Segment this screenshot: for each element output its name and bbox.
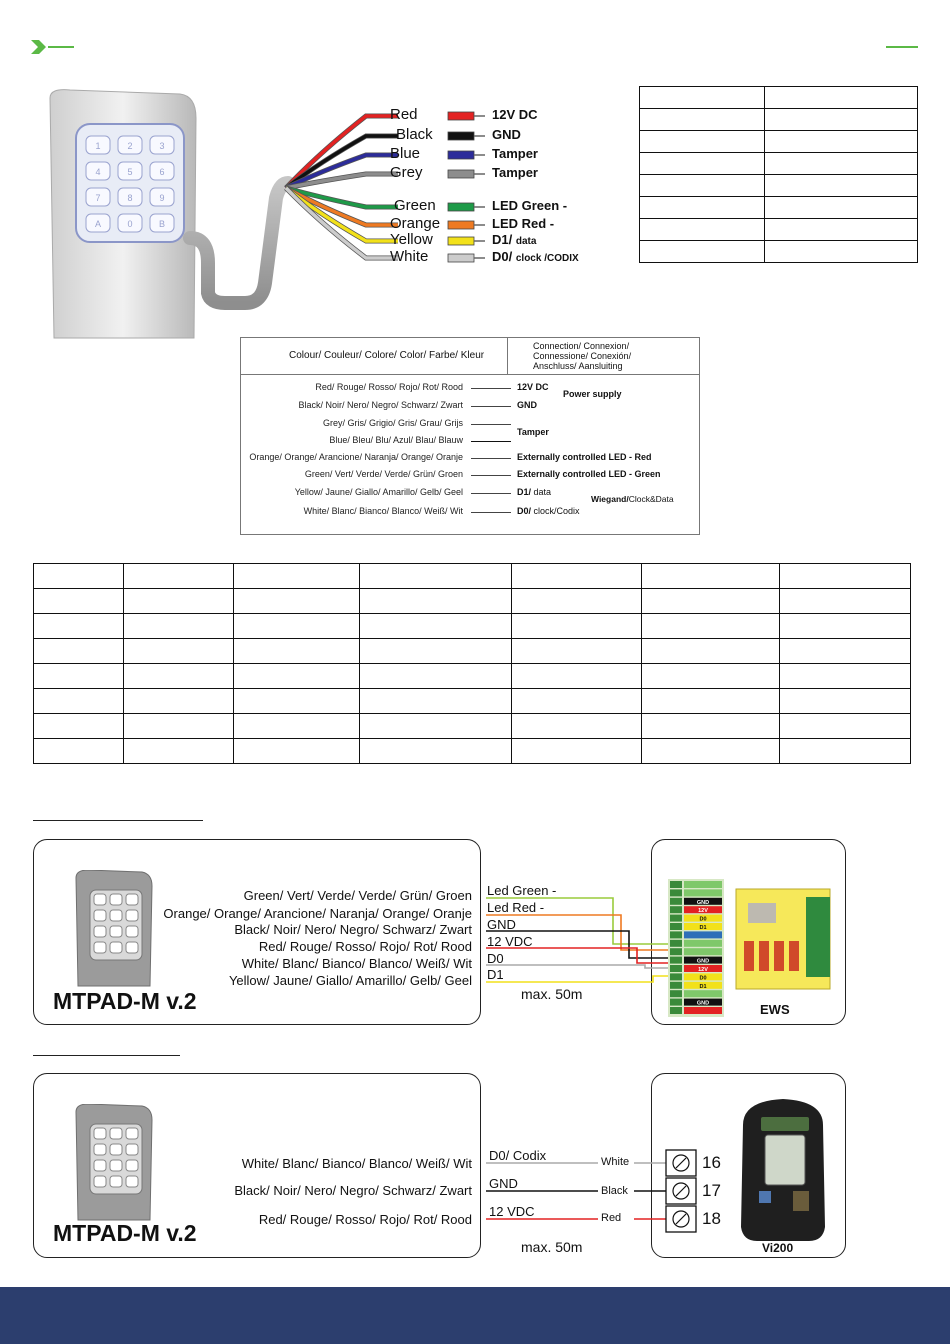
table-cell — [124, 589, 234, 614]
table-cell — [780, 589, 911, 614]
legend-connection — [517, 452, 652, 462]
table-cell — [780, 689, 911, 714]
ews-distance: max. 50m — [521, 986, 583, 1002]
ews-pcb-relay — [789, 941, 799, 971]
table-cell — [640, 219, 765, 241]
wire-function: LED Red - — [492, 216, 555, 231]
table-cell — [642, 664, 780, 689]
keypad-key-label: 3 — [159, 141, 165, 151]
table-cell — [511, 664, 642, 689]
legend-header-right-3: Anschluss/ Aansluiting — [533, 361, 623, 371]
keypad-key — [94, 942, 106, 953]
wire-end-green — [448, 203, 474, 211]
ews-terminal — [670, 999, 682, 1006]
legend-colour: Black/ Noir/ Nero/ Negro/ Schwarz/ Zwart — [298, 400, 463, 410]
ews-terminal — [670, 957, 682, 964]
legend-colour: White/ Blanc/ Bianco/ Blanco/ Weiß/ Wit — [303, 506, 463, 516]
table-cell — [511, 589, 642, 614]
ews-wire-colour-label: Yellow/ Jaune/ Giallo/ Amarillo/ Gelb/ Geel — [228, 973, 472, 988]
ews-pcb-chip — [748, 903, 776, 923]
keypad-key — [110, 894, 122, 905]
ews-pcb-relay — [759, 941, 769, 971]
keypad-key — [126, 1144, 138, 1155]
vi200-wire-name: Red — [601, 1212, 622, 1224]
legend-connector-line — [471, 458, 511, 459]
keypad-key-label: 2 — [127, 141, 133, 151]
ews-signal-label: Led Red - — [487, 900, 545, 915]
table-row — [640, 131, 918, 153]
ews-terminal — [670, 923, 682, 930]
table-row — [640, 219, 918, 241]
keypad-key-label: 6 — [159, 167, 165, 177]
table-row — [640, 197, 918, 219]
table-cell — [34, 614, 124, 639]
wire-end-orange — [448, 221, 474, 229]
keypad-key — [94, 1160, 106, 1171]
wire-function: GND — [492, 127, 521, 142]
ews-terminal — [670, 906, 682, 913]
wire-function-suffix: clock /CODIX — [515, 253, 579, 264]
vi200-signal-label: 12 VDC — [489, 1204, 535, 1219]
legend-header-divider — [507, 338, 508, 374]
legend-connector-line — [471, 512, 511, 513]
keypad-key — [110, 1144, 122, 1155]
table-cell — [234, 639, 360, 664]
keypad-key — [94, 926, 106, 937]
ews-terminal-label-bg — [684, 990, 722, 997]
keypad-key — [110, 910, 122, 921]
wire-function-label — [492, 198, 567, 213]
legend-connection-text: Externally controlled LED - Green — [517, 469, 661, 479]
table-cell — [34, 589, 124, 614]
table-cell — [764, 153, 917, 175]
table-cell — [360, 739, 512, 764]
table-row — [34, 664, 911, 689]
table-cell — [511, 639, 642, 664]
header-rule-left — [48, 46, 74, 48]
ews-device-title: MTPAD-M v.2 — [53, 988, 197, 1014]
table-cell — [764, 241, 917, 263]
keypad-key — [110, 1128, 122, 1139]
table-cell — [780, 714, 911, 739]
wire-function: 12V DC — [492, 107, 538, 122]
legend-header-left: Colour/ Couleur/ Colore/ Color/ Farbe/ Kleur — [289, 350, 485, 361]
table-cell — [124, 614, 234, 639]
ews-terminal-text: GND — [696, 1000, 710, 1007]
ews-terminal-text: 12V — [698, 967, 708, 973]
ews-pcb-relay — [774, 941, 784, 971]
ews-terminal-label-bg — [684, 889, 722, 896]
table-cell — [124, 664, 234, 689]
keypad-key-label: 9 — [159, 193, 165, 203]
legend-colour: Grey/ Gris/ Grigio/ Gris/ Grau/ Grijs — [322, 418, 463, 428]
table-row — [34, 639, 911, 664]
keypad-key-label: 8 — [127, 193, 133, 203]
table-cell — [642, 739, 780, 764]
wire-function-label — [492, 127, 521, 142]
legend-connection-text: D0/ — [517, 506, 532, 516]
wire-function-label — [492, 146, 538, 161]
wire-function-label — [492, 232, 536, 247]
legend-header-right — [533, 341, 631, 371]
keypad-key-label: 5 — [127, 167, 133, 177]
table-cell — [780, 739, 911, 764]
table-cell — [640, 109, 765, 131]
section-heading-rule-ews — [33, 820, 203, 821]
table-cell — [360, 614, 512, 639]
legend-connection — [517, 400, 537, 410]
table-cell — [640, 153, 765, 175]
ews-terminal — [670, 889, 682, 896]
wire-end-yellow — [448, 237, 474, 245]
table-row — [640, 241, 918, 263]
table-cell — [34, 739, 124, 764]
table-cell — [360, 564, 512, 589]
ews-terminal — [670, 881, 682, 888]
table-cell — [511, 614, 642, 639]
table-cell — [764, 87, 917, 109]
legend-wiegand-2: Clock&Data — [628, 494, 674, 504]
ews-device-label: EWS — [760, 1002, 790, 1017]
keypad-key — [110, 942, 122, 953]
keypad-key — [126, 910, 138, 921]
table-cell — [234, 664, 360, 689]
table-cell — [234, 714, 360, 739]
ews-pcb-connector — [806, 897, 830, 977]
table-cell — [764, 197, 917, 219]
ews-terminal-label-bg — [684, 1007, 722, 1014]
ews-wire-colour-label: Red/ Rouge/ Rosso/ Rojo/ Rot/ Rood — [258, 939, 472, 954]
wire-color-label: Orange — [390, 215, 441, 232]
footer-bar — [0, 1287, 950, 1344]
table-row — [34, 714, 911, 739]
table-cell — [764, 109, 917, 131]
table-cell — [124, 739, 234, 764]
table-cell — [511, 739, 642, 764]
table-cell — [34, 639, 124, 664]
ews-terminal-text: D1 — [699, 983, 707, 990]
ews-terminal — [670, 898, 682, 905]
ews-terminal — [670, 915, 682, 922]
table-cell — [764, 219, 917, 241]
vi200-wire-name: Black — [601, 1185, 628, 1197]
header-rule-right — [886, 46, 918, 48]
legend-connector-line — [471, 441, 511, 442]
pinout-table — [639, 86, 918, 263]
table-cell — [780, 639, 911, 664]
keypad-key-label: B — [158, 219, 166, 229]
table-cell — [234, 739, 360, 764]
vi200-terminal-number: 18 — [702, 1209, 721, 1228]
vi200-terminal-block — [664, 1140, 704, 1240]
wire-function: D1/ — [492, 232, 513, 247]
legend-connector-line — [471, 406, 511, 407]
vi200-terminal-number: 16 — [702, 1153, 721, 1172]
ews-signal-label: D0 — [487, 951, 504, 966]
legend-connection — [517, 506, 580, 516]
table-cell — [640, 241, 765, 263]
table-cell — [34, 664, 124, 689]
wire-color-label: Green — [394, 197, 436, 214]
table-row — [34, 589, 911, 614]
table-row — [640, 109, 918, 131]
table-cell — [124, 564, 234, 589]
wire-color-label: Blue — [390, 145, 421, 162]
ews-terminal — [670, 973, 682, 980]
legend-header-right-1: Connection/ Connexion/ — [533, 341, 630, 351]
wire-color-label: Black — [396, 126, 433, 143]
table-cell — [640, 87, 765, 109]
wire-fanout — [280, 100, 610, 270]
wire-function: LED Green - — [492, 198, 568, 213]
ews-wire-colour-label: Green/ Vert/ Verde/ Verde/ Grün/ Groen — [243, 888, 472, 903]
table-cell — [360, 689, 512, 714]
wire-function: D0/ — [492, 249, 513, 264]
vi200-terminal-number: 17 — [702, 1181, 721, 1200]
ews-pcb-relay — [744, 941, 754, 971]
table-row — [640, 175, 918, 197]
wire-function-label — [492, 165, 538, 180]
table-cell — [511, 689, 642, 714]
table-row — [34, 614, 911, 639]
table-cell — [360, 639, 512, 664]
legend-connection-text: Externally controlled LED - Red — [517, 452, 652, 462]
table-cell — [642, 564, 780, 589]
table-cell — [34, 714, 124, 739]
legend-colour: Blue/ Bleu/ Blu/ Azul/ Blau/ Blauw — [329, 435, 463, 445]
table-cell — [780, 564, 911, 589]
legend-connection — [517, 382, 549, 392]
keypad-key — [110, 1160, 122, 1171]
keypad-key — [126, 926, 138, 937]
keypad-key-label: 7 — [95, 193, 101, 203]
legend-connection-suffix: clock/Codix — [533, 506, 580, 516]
table-row — [640, 87, 918, 109]
vi200-wire-colour-label: Black/ Noir/ Nero/ Negro/ Schwarz/ Zwart — [234, 1183, 472, 1198]
small-keypad-image-vi200 — [72, 1104, 156, 1222]
ews-terminal-label-bg — [684, 948, 722, 955]
keypad-key-label: 4 — [95, 167, 101, 177]
ews-terminal-text: GND — [696, 899, 710, 906]
ews-terminal — [670, 982, 682, 989]
ews-terminal — [670, 1007, 682, 1014]
legend-colour: Orange/ Orange/ Arancione/ Naranja/ Orange/ Oranje — [249, 452, 463, 462]
table-cell — [764, 175, 917, 197]
vi200-signal-label: GND — [489, 1176, 518, 1191]
legend-connection-suffix: data — [533, 487, 552, 497]
legend-connection-text: GND — [517, 400, 537, 410]
table-cell — [642, 614, 780, 639]
ews-terminal-text: 12V — [698, 908, 708, 915]
keypad-key — [94, 910, 106, 921]
specifications-table — [33, 563, 911, 764]
colour-legend — [240, 337, 700, 535]
legend-header-right-2: Connessione/ Conexión/ — [533, 351, 632, 361]
ews-wire-colour-label: Black/ Noir/ Nero/ Negro/ Schwarz/ Zwart — [234, 922, 472, 937]
ews-terminal-text: D0 — [699, 975, 707, 982]
vi200-wire-colour-label: White/ Blanc/ Bianco/ Blanco/ Weiß/ Wit — [241, 1156, 472, 1171]
table-cell — [360, 664, 512, 689]
table-cell — [34, 689, 124, 714]
vi200-device-label: Vi200 — [762, 1241, 794, 1255]
ews-terminal-label-bg — [684, 881, 722, 888]
ews-terminal — [670, 948, 682, 955]
wire-function-label — [492, 216, 554, 231]
small-keypad-image-ews — [72, 870, 156, 988]
keypad-key — [94, 1144, 106, 1155]
wire-color-label: Grey — [390, 164, 423, 181]
ews-terminal-text: D1 — [699, 925, 707, 931]
vi200-signal-label: D0/ Codix — [489, 1148, 547, 1163]
keypad-key — [94, 1128, 106, 1139]
legend-colour: Green/ Vert/ Verde/ Verde/ Grün/ Groen — [304, 469, 463, 479]
wire-end-white — [448, 254, 474, 262]
table-cell — [642, 689, 780, 714]
ews-terminal — [670, 965, 682, 972]
table-cell — [511, 564, 642, 589]
ews-signal-label: Led Green - — [487, 883, 557, 898]
ews-controller-board — [668, 879, 834, 1017]
table-cell — [234, 689, 360, 714]
ews-terminal — [670, 940, 682, 947]
keypad-key — [110, 926, 122, 937]
table-cell — [642, 714, 780, 739]
table-row — [640, 153, 918, 175]
table-cell — [234, 589, 360, 614]
table-cell — [640, 197, 765, 219]
legend-connector-line — [471, 424, 511, 425]
table-cell — [640, 131, 765, 153]
keypad-product-image — [40, 88, 300, 344]
table-row — [34, 689, 911, 714]
ews-signal-label: D1 — [487, 967, 504, 982]
table-row — [34, 739, 911, 764]
wire-function-label — [492, 107, 538, 122]
table-cell — [234, 564, 360, 589]
keypad-key — [126, 1176, 138, 1187]
table-cell — [124, 689, 234, 714]
table-cell — [234, 614, 360, 639]
legend-colour: Red/ Rouge/ Rosso/ Rojo/ Rot/ Rood — [315, 382, 463, 392]
keypad-key-label: 1 — [95, 141, 101, 151]
ews-wire-colour-label: Orange/ Orange/ Arancione/ Naranja/ Orange/ Oranje — [163, 906, 472, 921]
table-cell — [780, 614, 911, 639]
table-cell — [511, 714, 642, 739]
wire-end-red — [448, 112, 474, 120]
legend-connection-text: D1/ — [517, 487, 532, 497]
wire-function: Tamper — [492, 146, 538, 161]
vi200-wire-name: White — [601, 1156, 630, 1168]
table-cell — [34, 564, 124, 589]
ews-terminal-text: D0 — [699, 916, 707, 923]
section-heading-rule-vi200 — [33, 1055, 180, 1056]
vi200-wire-colour-label: Red/ Rouge/ Rosso/ Rojo/ Rot/ Rood — [258, 1212, 472, 1227]
wire-end-black — [448, 132, 474, 140]
wire-end-blue — [448, 151, 474, 159]
vi200-distance: max. 50m — [521, 1239, 583, 1255]
keypad-key-label: A — [94, 219, 102, 229]
wire-function-suffix: data — [515, 236, 537, 247]
table-cell — [124, 639, 234, 664]
legend-connection-text: 12V DC — [517, 382, 549, 392]
keypad-key — [126, 1128, 138, 1139]
wire-function: Tamper — [492, 165, 538, 180]
ews-terminal-label-bg — [684, 931, 722, 938]
table-cell — [642, 589, 780, 614]
legend-connection — [517, 469, 661, 479]
ews-wire-line — [486, 965, 680, 968]
ews-terminal — [670, 990, 682, 997]
vi200-device-image — [733, 1095, 833, 1243]
legend-colour: Yellow/ Jaune/ Giallo/ Amarillo/ Gelb/ Geel — [294, 487, 463, 497]
table-row — [34, 564, 911, 589]
wire-end-grey — [448, 170, 474, 178]
ews-wire-line — [486, 976, 680, 982]
wire-color-label: Red — [390, 106, 418, 123]
keypad-key — [110, 1176, 122, 1187]
chevron-right-icon — [30, 40, 46, 54]
wire-function-label — [492, 249, 579, 264]
ews-terminal-label-bg — [684, 940, 722, 947]
ews-signal-label: 12 VDC — [487, 934, 533, 949]
keypad-key — [94, 1176, 106, 1187]
keypad-key — [126, 1160, 138, 1171]
ews-wire-colour-label: White/ Blanc/ Bianco/ Blanco/ Weiß/ Wit — [241, 956, 472, 971]
keypad-key — [126, 894, 138, 905]
legend-wiegand-1: Wiegand/ — [591, 494, 629, 504]
legend-power-supply: Power supply — [563, 389, 622, 399]
keypad-key — [126, 942, 138, 953]
wire-color-label: Yellow — [390, 231, 433, 248]
ews-signal-label: GND — [487, 917, 516, 932]
table-cell — [780, 664, 911, 689]
table-cell — [124, 714, 234, 739]
ews-terminal-text: GND — [696, 958, 710, 965]
keypad-key — [94, 894, 106, 905]
legend-connection — [517, 487, 551, 497]
table-cell — [642, 639, 780, 664]
legend-tamper: Tamper — [517, 427, 549, 437]
wire-color-label: White — [390, 248, 429, 265]
table-cell — [640, 175, 765, 197]
legend-connector-line — [471, 493, 511, 494]
table-cell — [764, 131, 917, 153]
keypad-key-label: 0 — [127, 219, 133, 229]
table-cell — [360, 714, 512, 739]
legend-connector-line — [471, 388, 511, 389]
legend-wiegand — [591, 494, 674, 504]
table-cell — [360, 589, 512, 614]
ews-terminal — [670, 931, 682, 938]
vi200-device-title: MTPAD-M v.2 — [53, 1220, 197, 1246]
legend-connector-line — [471, 475, 511, 476]
